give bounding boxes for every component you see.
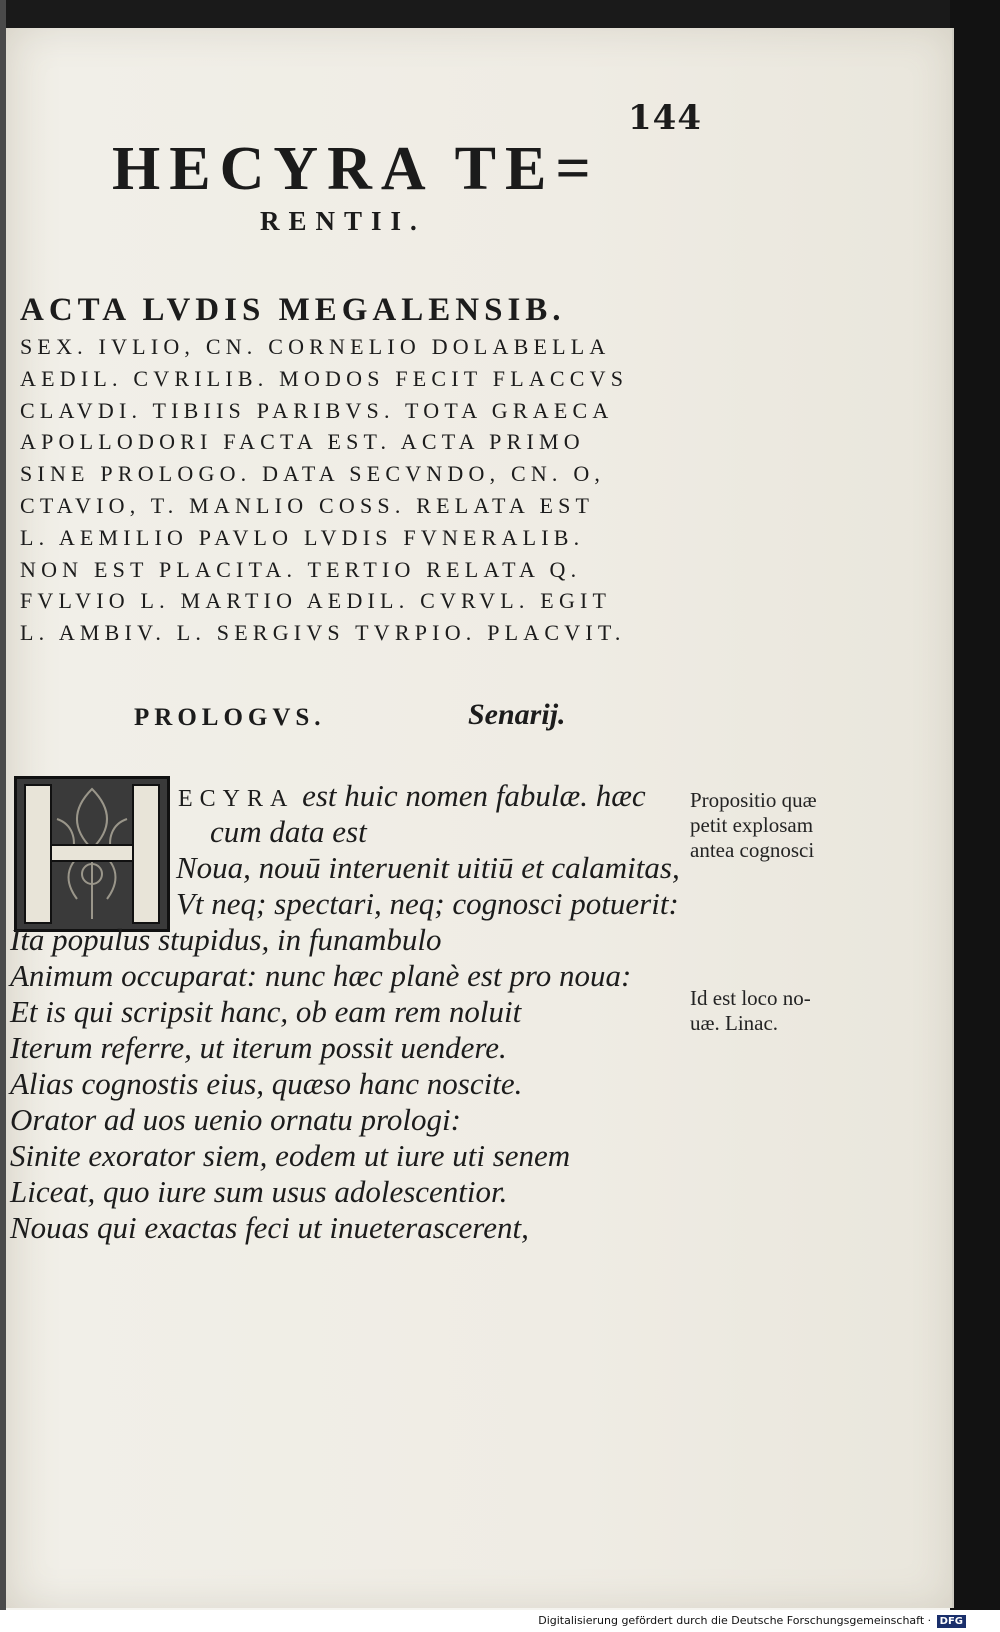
- margin-note-line: antea cognosci: [690, 838, 815, 862]
- didascalia-line: AEDIL. CVRILIB. MODOS FECIT FLACCVS: [20, 365, 629, 391]
- dfg-logo: DFG: [937, 1615, 966, 1628]
- didascalia-line: NON EST PLACITA. TERTIO RELATA Q.: [20, 556, 582, 582]
- play-title: HECYRA TE=: [112, 135, 600, 203]
- margin-note-line: Id est loco no-: [690, 986, 811, 1010]
- verse-line: Et is qui scripsit hanc, ob eam rem noluit: [10, 994, 522, 1029]
- prologue-meter: Senarij.: [468, 698, 566, 731]
- verse-line: Sinite exorator siem, eodem ut iure uti senem: [10, 1138, 571, 1173]
- digitization-credit: Digitalisierung gefördert durch die Deutsche Forschungsgemeinschaft · DFG: [538, 1614, 966, 1628]
- didascalia-line: SEX. IVLIO, CN. CORNELIO DOLABELLA: [20, 334, 611, 359]
- verse-line: Noua, nouū interuenit uitiū et calamitas,: [176, 850, 680, 885]
- page-number: 144: [628, 98, 702, 138]
- verse-line-1: [178, 778, 646, 814]
- verse-line: cum data est: [210, 814, 367, 849]
- verse-line: Orator ad uos uenio ornatu prologi:: [10, 1102, 461, 1137]
- didascalia-line: FVLVIO L. MARTIO AEDIL. CVRVL. EGIT: [20, 588, 612, 614]
- scan-background-right: [950, 0, 1000, 1632]
- margin-note-propositio: [690, 788, 817, 863]
- margin-note-line: Propositio quæ: [690, 788, 817, 812]
- didascalia-line: CLAVDI. TIBIIS PARIBVS. TOTA GRAECA: [20, 397, 614, 423]
- play-title-continued: RENTII.: [260, 206, 426, 236]
- scan-background-top: [0, 0, 1000, 28]
- verse-line: Vt neq; spectari, neq; cognosci potuerit:: [176, 886, 679, 921]
- margin-note-linacre: [690, 986, 811, 1036]
- margin-note-line: uæ. Linac.: [690, 1011, 779, 1035]
- didascalia-line: APOLLODORI FACTA EST. ACTA PRIMO: [20, 429, 585, 455]
- margin-note-line: petit explosam: [690, 813, 814, 837]
- prologue-heading: PROLOGVS.: [134, 704, 326, 731]
- didascalia-line: L. AMBIV. L. SERGIVS TVRPIO. PLACVIT.: [20, 620, 626, 646]
- verse-text: est huic nomen fabulæ. hæc: [302, 778, 646, 813]
- decorated-initial-h-icon: [14, 776, 170, 932]
- didascalia-line: CTAVIO, T. MANLIO COSS. RELATA EST: [20, 492, 595, 518]
- verse-line: Ita populus stupidus, in funambulo: [10, 922, 442, 957]
- didascalia-line: SINE PROLOGO. DATA SECVNDO, CN. O,: [20, 461, 606, 487]
- didascalia-block: [20, 292, 700, 649]
- verse-line: Nouas qui exactas feci ut inueterascerent,: [10, 1210, 529, 1245]
- verse-line: Iterum referre, ut iterum possit uendere.: [10, 1030, 507, 1065]
- verse-capitals: ECYRA: [178, 786, 295, 812]
- verse-line: Animum occuparat: nunc hæc planè est pro noua:: [10, 958, 632, 993]
- credit-text: Digitalisierung gefördert durch die Deutsche Forschungsgemeinschaft: [538, 1614, 925, 1627]
- verse-line: Alias cognostis eius, quæso hanc noscite.: [10, 1066, 523, 1101]
- didascalia-heading: ACTA LVDIS MEGALENSIB.: [20, 292, 566, 328]
- didascalia-line: L. AEMILIO PAVLO LVDIS FVNERALIB.: [20, 524, 585, 550]
- verse-line: Liceat, quo iure sum usus adolescentior.: [10, 1174, 508, 1209]
